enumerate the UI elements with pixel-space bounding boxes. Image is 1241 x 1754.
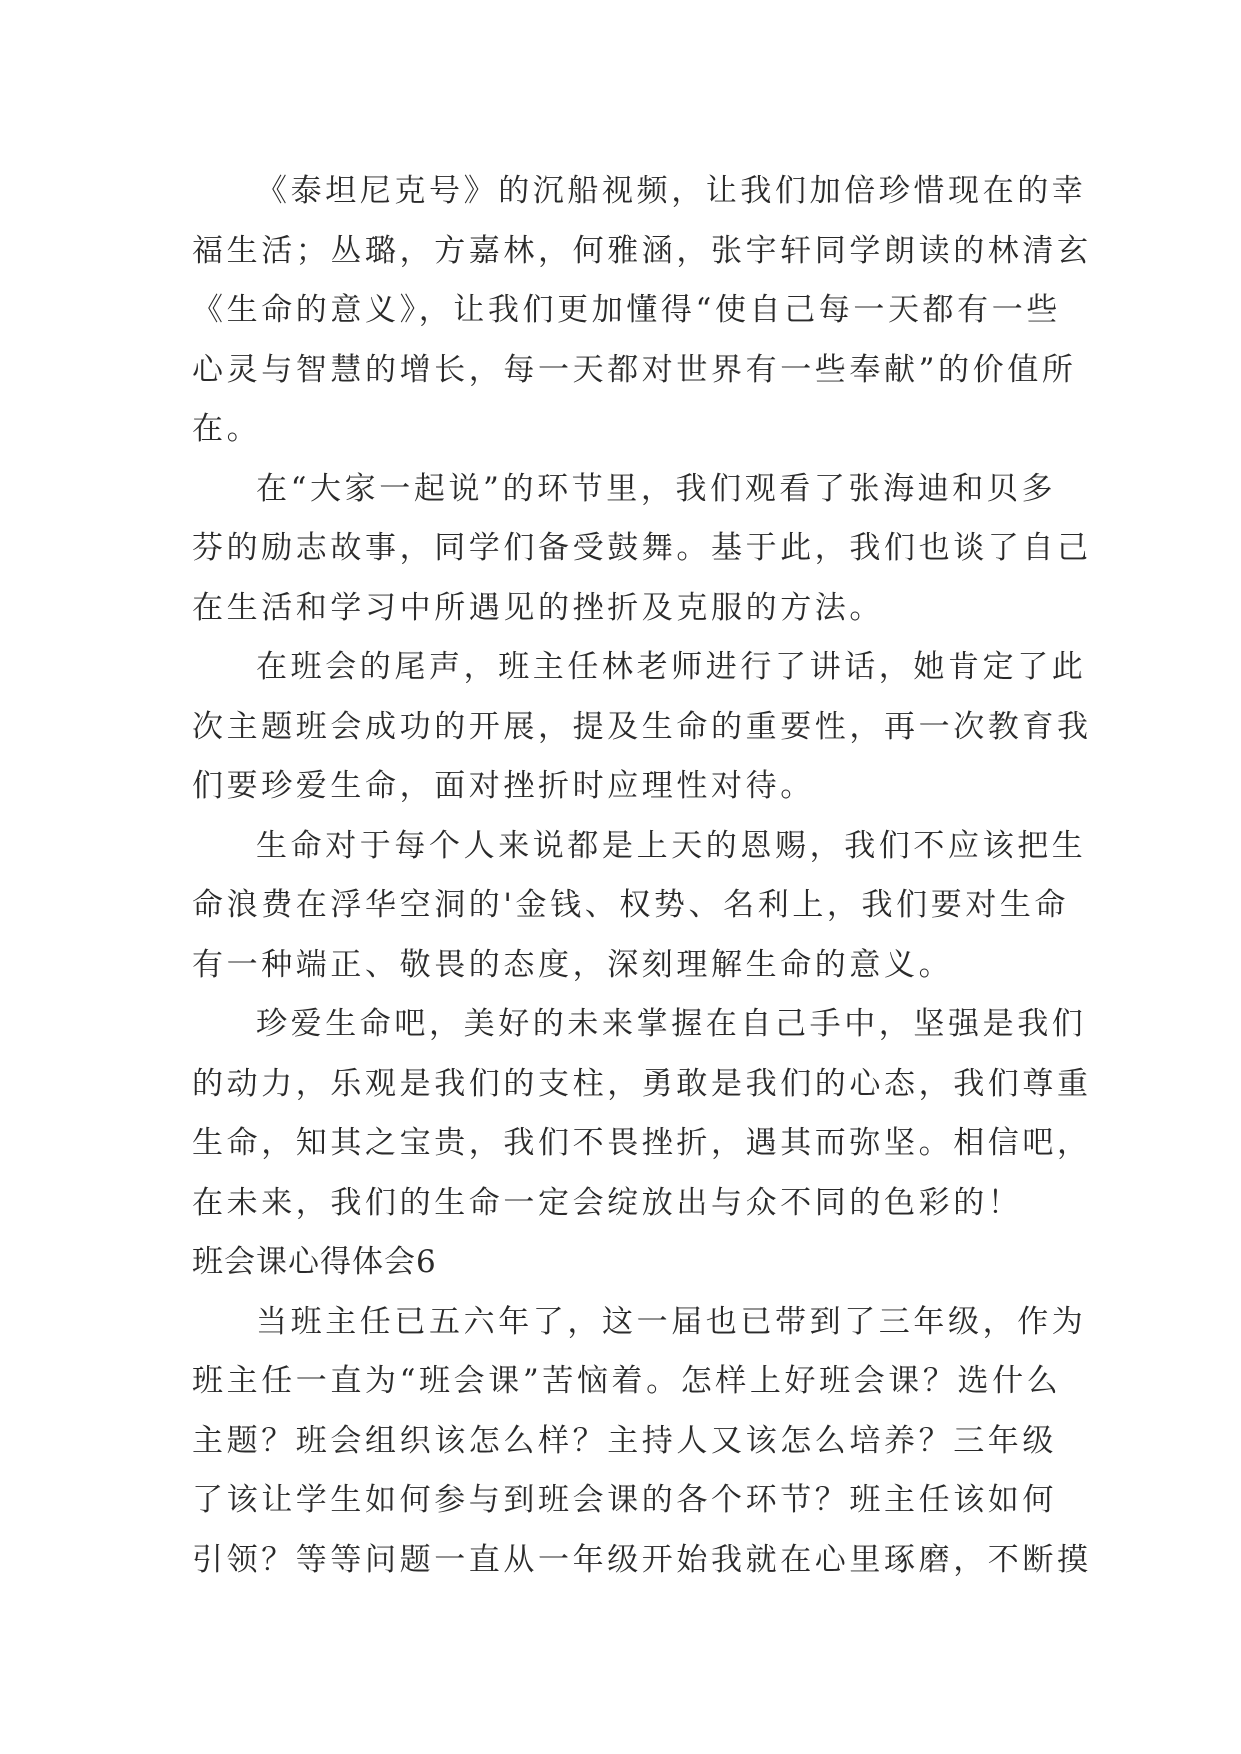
text-line: 有一种端正、敬畏的态度，深刻理解生命的意义。: [192, 946, 954, 983]
text-line: 芬的励志故事，同学们备受鼓舞。基于此，我们也谈了自己: [192, 530, 1092, 566]
text-line: 在未来，我们的生命一定会绽放出与众不同的色彩的！: [192, 1184, 1023, 1221]
text-line: 当班主任已五六年了，这一届也已带到了三年级，作为: [256, 1303, 1087, 1340]
text-line: 心灵与智慧的增长，每一天都对世界有一些奉献”的价值所: [192, 351, 1077, 388]
text-line: 《泰坦尼克号》的沉船视频，让我们加倍珍惜现在的幸: [256, 173, 1087, 209]
text-line: 的动力，乐观是我们的支柱，勇敢是我们的心态，我们尊重: [192, 1065, 1092, 1102]
document-body: [192, 162, 1092, 1590]
text-line: 在班会的尾声，班主任林老师进行了讲话，她肯定了此: [256, 649, 1087, 685]
text-line: 们要珍爱生命，面对挫折时应理性对待。: [192, 768, 815, 804]
text-line: 珍爱生命吧，美好的未来掌握在自己手中，坚强是我们: [256, 1006, 1087, 1042]
text-line: 班主任一直为“班会课”苦恼着。怎样上好班会课？选什么: [192, 1363, 1062, 1399]
text-line: 引领？等等问题一直从一年级开始我就在心里琢磨，不断摸: [192, 1541, 1092, 1578]
section-heading: 班会课心得体会6: [192, 1244, 437, 1280]
text-line: 命浪费在浮华空洞的'金钱、权势、名利上，我们要对生命: [192, 887, 1070, 923]
text-line: 主题？班会组织该怎么样？主持人又该怎么培养？三年级: [192, 1422, 1057, 1459]
text-line: 了该让学生如何参与到班会课的各个环节？班主任该如何: [192, 1482, 1057, 1518]
text-line: 在。: [192, 411, 262, 447]
text-line: 在生活和学习中所遇见的挫折及克服的方法。: [192, 589, 884, 626]
text-line: 次主题班会成功的开展，提及生命的重要性，再一次教育我: [192, 708, 1092, 745]
text-line: 在“大家一起说”的环节里，我们观看了张海迪和贝多: [256, 470, 1057, 507]
text-line: 《生命的意义》，让我们更加懂得“使自己每一天都有一些: [192, 292, 1061, 328]
text-line: 生命，知其之宝贵，我们不畏挫折，遇其而弥坚。相信吧，: [192, 1125, 1092, 1161]
text-line: 福生活；丛璐，方嘉林，何雅涵，张宇轩同学朗读的林清玄: [192, 232, 1092, 269]
text-line: 生命对于每个人来说都是上天的恩赐，我们不应该把生: [256, 827, 1087, 864]
